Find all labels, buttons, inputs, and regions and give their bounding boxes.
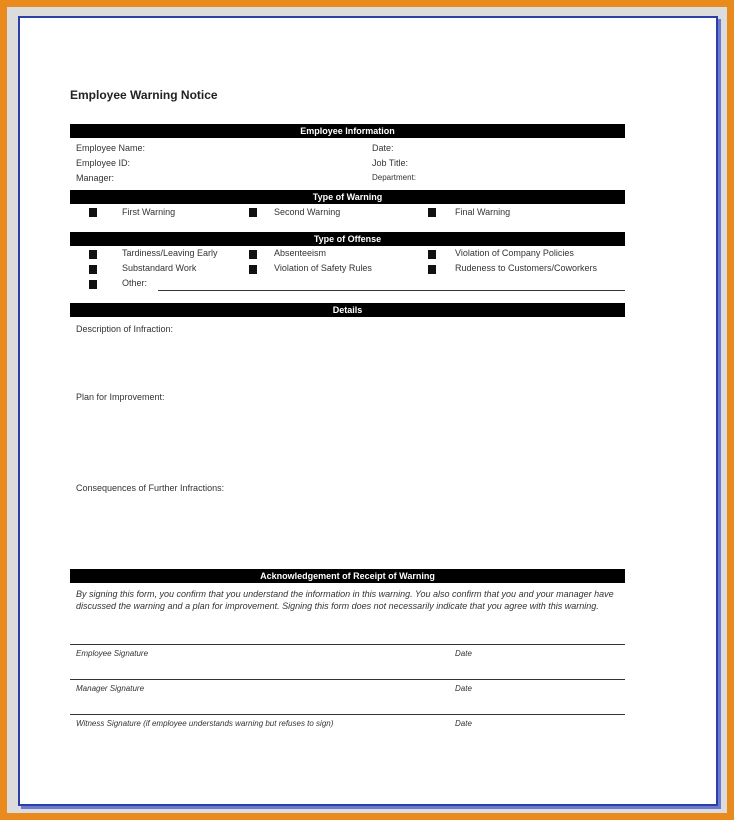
manager-label: Manager: xyxy=(76,173,115,183)
manager-signature-line[interactable] xyxy=(70,679,625,680)
company-policies-label: Violation of Company Policies xyxy=(455,248,574,258)
witness-signature-line[interactable] xyxy=(70,714,625,715)
type-of-warning-header: Type of Warning xyxy=(70,190,625,204)
manager-signature-label: Manager Signature xyxy=(76,684,145,693)
other-checkbox[interactable] xyxy=(89,280,97,289)
form-title: Employee Warning Notice xyxy=(70,88,218,102)
consequences-label: Consequences of Further Infractions: xyxy=(76,483,225,493)
substandard-work-label: Substandard Work xyxy=(122,263,197,273)
witness-date-label: Date xyxy=(455,719,472,728)
witness-signature-label: Witness Signature (if employee understands warning but refuses to sign) xyxy=(76,719,334,728)
absenteeism-checkbox[interactable] xyxy=(249,250,257,259)
substandard-work-checkbox[interactable] xyxy=(89,265,97,274)
job-title-label: Job Title: xyxy=(372,158,409,168)
rudeness-checkbox[interactable] xyxy=(428,265,436,274)
employee-signature-line[interactable] xyxy=(70,644,625,645)
acknowledgement-text: By signing this form, you confirm that you understand the information in this warning. You also confirm that you and your manager have discussed the warning and a plan for improvement. Signing this form does not necessarily indicate that you agree with this warning. xyxy=(76,589,614,611)
type-of-offense-header: Type of Offense xyxy=(70,232,625,246)
other-label: Other: xyxy=(122,278,148,288)
description-label: Description of Infraction: xyxy=(76,324,174,334)
department-label: Department: xyxy=(372,173,417,182)
final-warning-label: Final Warning xyxy=(455,207,511,217)
date-label: Date: xyxy=(372,143,394,153)
plan-label: Plan for Improvement: xyxy=(76,392,165,402)
employee-name-label: Employee Name: xyxy=(76,143,146,153)
tardiness-checkbox[interactable] xyxy=(89,250,97,259)
second-warning-label: Second Warning xyxy=(274,207,341,217)
employee-date-label: Date xyxy=(455,649,472,658)
manager-date-label: Date xyxy=(455,684,472,693)
details-header: Details xyxy=(70,303,625,317)
rudeness-label: Rudeness to Customers/Coworkers xyxy=(455,263,598,273)
employee-id-label: Employee ID: xyxy=(76,158,131,168)
acknowledgement-header: Acknowledgement of Receipt of Warning xyxy=(70,569,625,583)
employee-signature-label: Employee Signature xyxy=(76,649,149,658)
company-policies-checkbox[interactable] xyxy=(428,250,436,259)
second-warning-checkbox[interactable] xyxy=(249,208,257,217)
tardiness-label: Tardiness/Leaving Early xyxy=(122,248,218,258)
first-warning-checkbox[interactable] xyxy=(89,208,97,217)
other-input-line[interactable] xyxy=(158,290,625,291)
employee-info-header: Employee Information xyxy=(70,124,625,138)
first-warning-label: First Warning xyxy=(122,207,176,217)
safety-rules-label: Violation of Safety Rules xyxy=(274,263,372,273)
absenteeism-label: Absenteeism xyxy=(274,248,327,258)
safety-rules-checkbox[interactable] xyxy=(249,265,257,274)
final-warning-checkbox[interactable] xyxy=(428,208,436,217)
